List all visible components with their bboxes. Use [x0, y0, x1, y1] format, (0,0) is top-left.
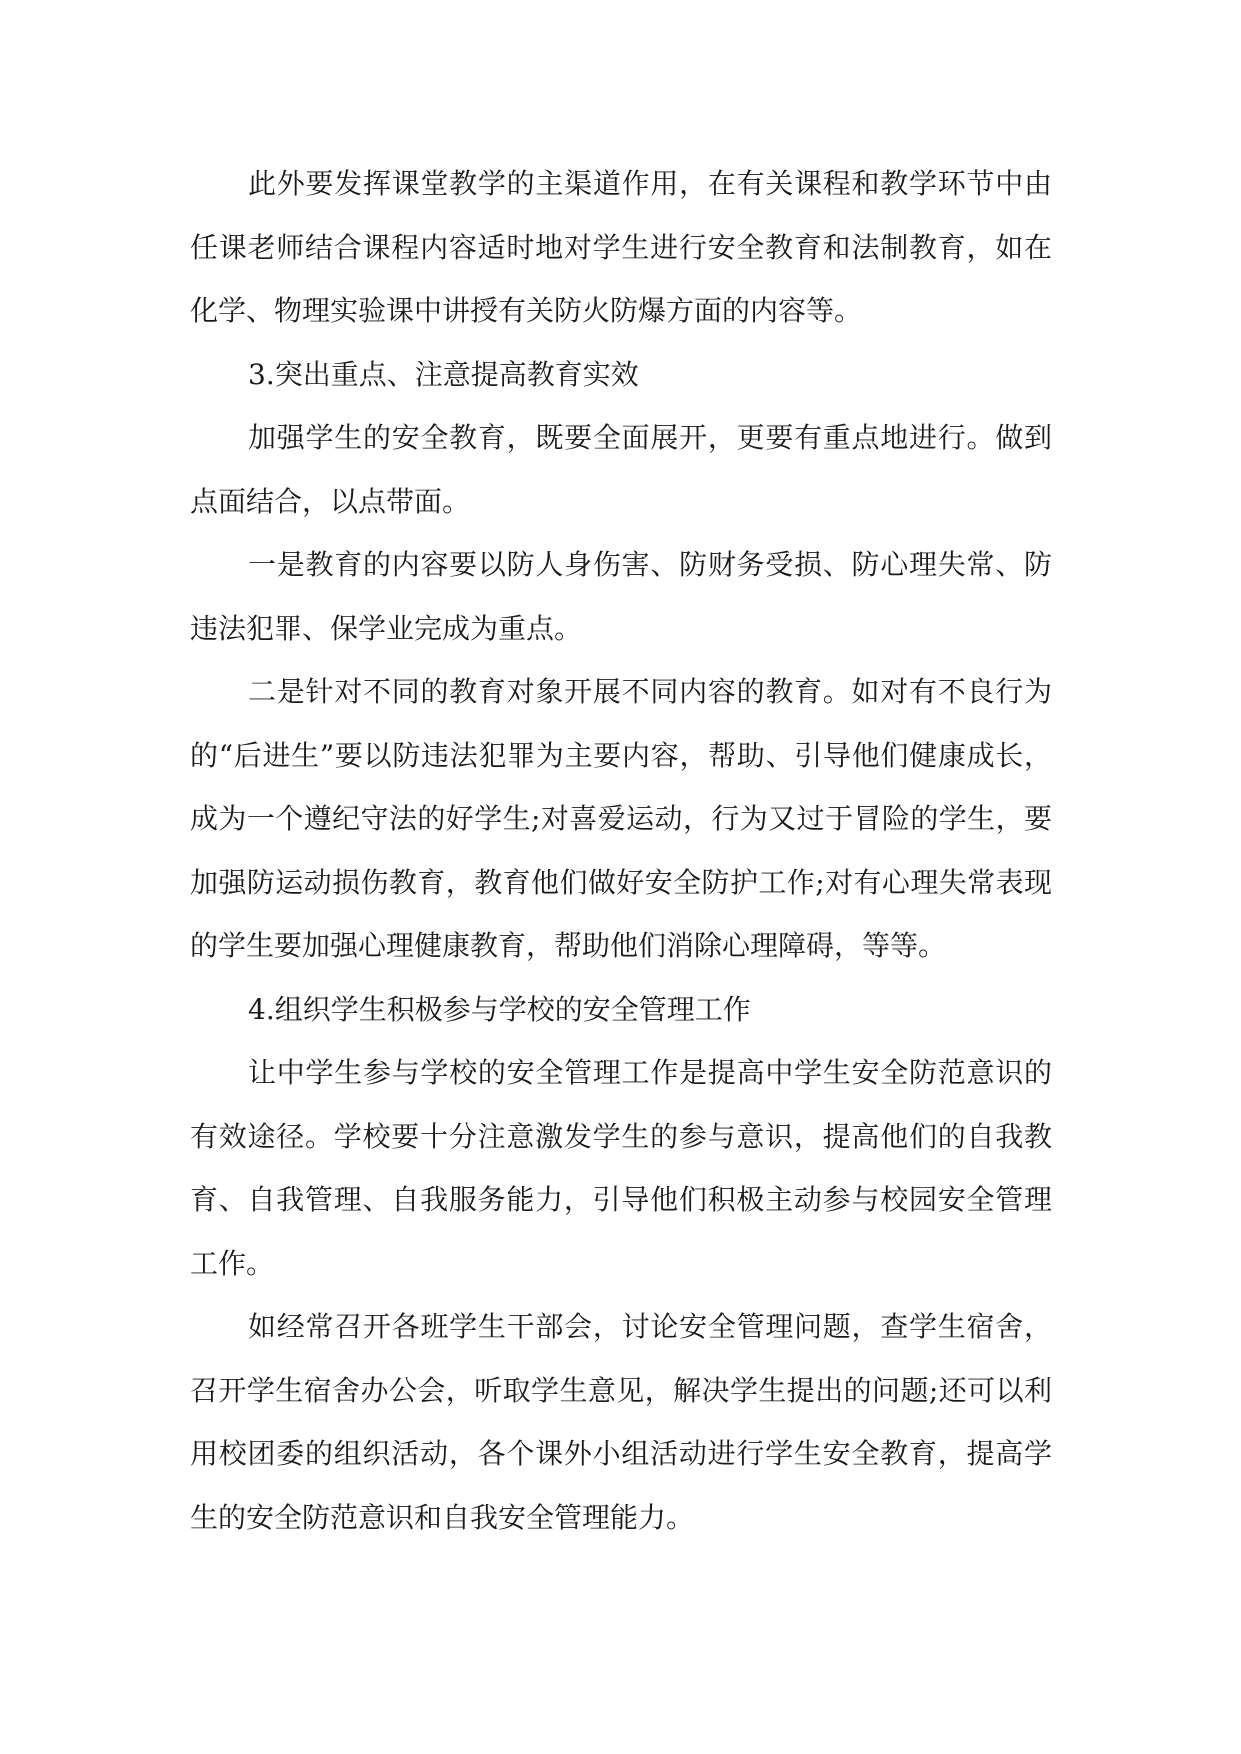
paragraph-focus-points: 加强学生的安全教育，既要全面展开，更要有重点地进行。做到点面结合，以点带面。	[190, 421, 1052, 518]
section-heading-4: 4.组织学生积极参与学校的安全管理工作	[248, 992, 751, 1026]
paragraph-classroom-teaching: 此外要发挥课堂教学的主渠道作用，在有关课程和教学环节中由任课老师结合课程内容适时地对学生进行安全教育和法制教育，如在化学、物理实验课中讲授有关防火防爆方面的内容等。	[190, 167, 1052, 327]
section-heading-3: 3.突出重点、注意提高教育实效	[248, 357, 639, 391]
document-body	[190, 152, 1052, 1549]
paragraph-point-one: 一是教育的内容要以防人身伤害、防财务受损、防心理失常、防违法犯罪、保学业完成为重点。	[190, 548, 1052, 645]
paragraph-point-two: 二是针对不同的教育对象开展不同内容的教育。如对有不良行为的“后进生”要以防违法犯罪为主要内容，帮助、引导他们健康成长，成为一个遵纪守法的好学生;对喜爱运动，行为又过于冒险的学生，要加强防运动损伤教育，教育他们做好安全防护工作;对有心理失常表现的学生要加强心理健康教育，帮助他们消除心理障碍，等等。	[190, 675, 1052, 962]
paragraph-examples: 如经常召开各班学生干部会，讨论安全管理问题，查学生宿舍，召开学生宿舍办公会，听取学生意见，解决学生提出的问题;还可以利用校团委的组织活动，各个课外小组活动进行学生安全教育，提高学生的安全防范意识和自我安全管理能力。	[190, 1310, 1052, 1534]
paragraph-student-participation: 让中学生参与学校的安全管理工作是提高中学生安全防范意识的有效途径。学校要十分注意激发学生的参与意识，提高他们的自我教育、自我管理、自我服务能力，引导他们积极主动参与校园安全管理工作。	[190, 1056, 1052, 1280]
